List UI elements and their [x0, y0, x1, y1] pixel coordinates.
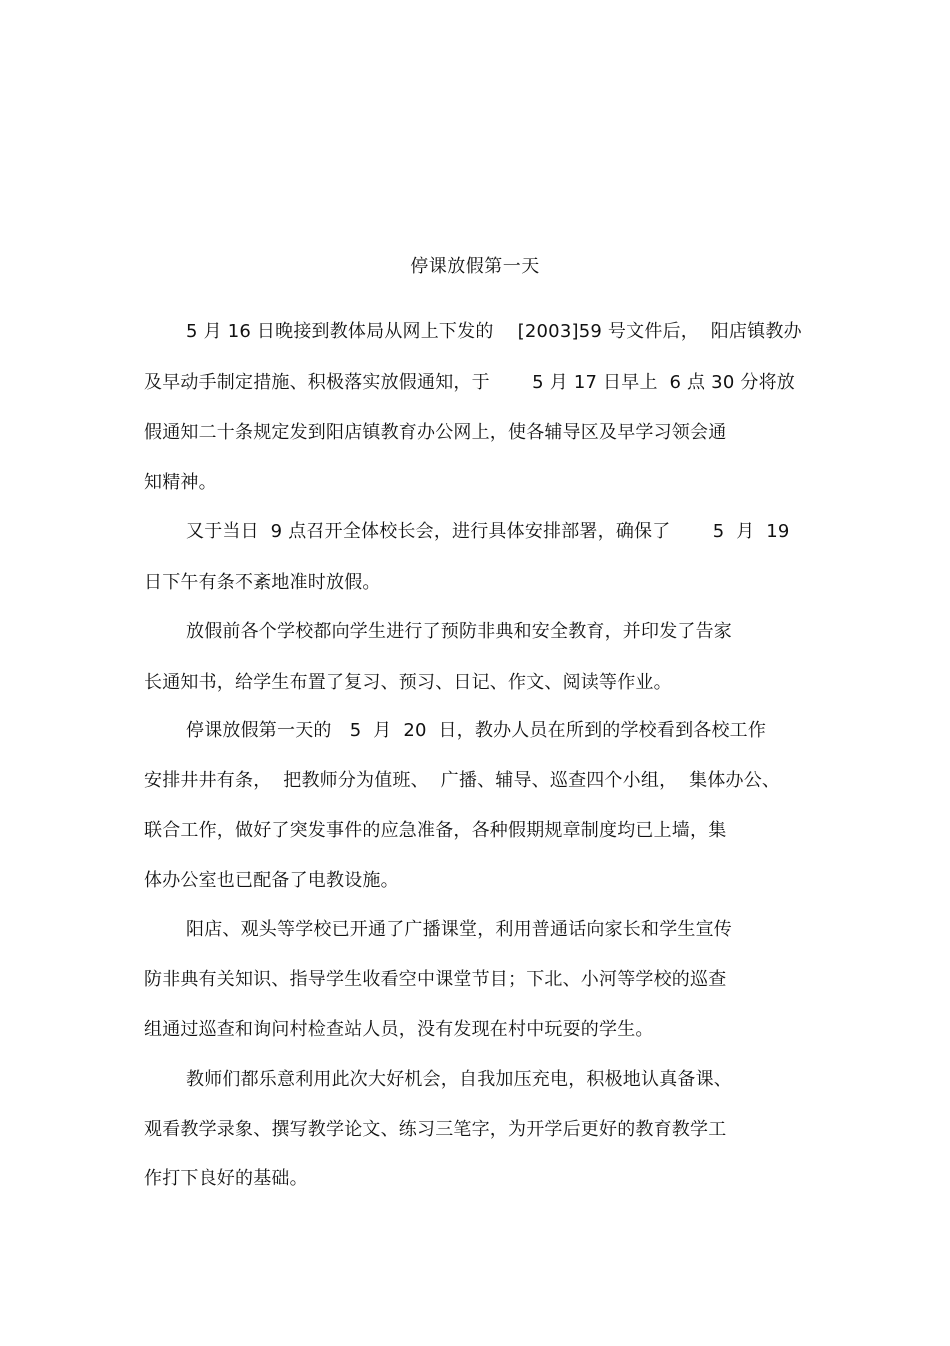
text-line: 及早动手制定措施、积极落实放假通知，于 5 月 17 日早上 6 点 30 分将放 — [144, 372, 796, 393]
text-line: 阳店、观头等学校已开通了广播课堂，利用普通话向家长和学生宣传 — [186, 919, 732, 940]
text-line: 又于当日 9 点召开全体校长会，进行具体安排部署，确保了 5 月 19 — [186, 521, 790, 542]
text-line: 放假前各个学校都向学生进行了预防非典和安全教育，并印发了告家 — [186, 621, 732, 642]
text-line: 长通知书，给学生布置了复习、预习、日记、作文、阅读等作业。 — [144, 672, 672, 693]
text-line: 防非典有关知识、指导学生收看空中课堂节目；下北、小河等学校的巡查 — [144, 969, 727, 990]
text-line: 联合工作，做好了突发事件的应急准备，各种假期规章制度均已上墙，集 — [144, 820, 727, 841]
text-line: 观看教学录象、撰写教学论文、练习三笔字，为开学后更好的教育教学工 — [144, 1119, 727, 1140]
text-line: 假通知二十条规定发到阳店镇教育办公网上，使各辅导区及早学习领会通 — [144, 422, 727, 443]
text-line: 教师们都乐意利用此次大好机会，自我加压充电，积极地认真备课、 — [186, 1069, 732, 1090]
text-line: 停课放假第一天的 5 月 20 日，教办人员在所到的学校看到各校工作 — [186, 720, 767, 741]
text-line: 安排井井有条， 把教师分为值班、 广播、辅导、巡查四个小组， 集体办公、 — [144, 770, 781, 791]
text-line: 日下午有条不紊地准时放假。 — [144, 572, 381, 593]
text-line: 5 月 16 日晚接到教体局从网上下发的 [2003]59 号文件后， 阳店镇教办 — [186, 321, 802, 342]
text-line: 作打下良好的基础。 — [144, 1168, 308, 1189]
document-title: 停课放假第一天 — [410, 256, 540, 277]
text-line: 知精神。 — [144, 472, 217, 493]
text-line: 体办公室也已配备了电教设施。 — [144, 870, 399, 891]
text-line: 组通过巡查和询问村检查站人员，没有发现在村中玩耍的学生。 — [144, 1019, 654, 1040]
